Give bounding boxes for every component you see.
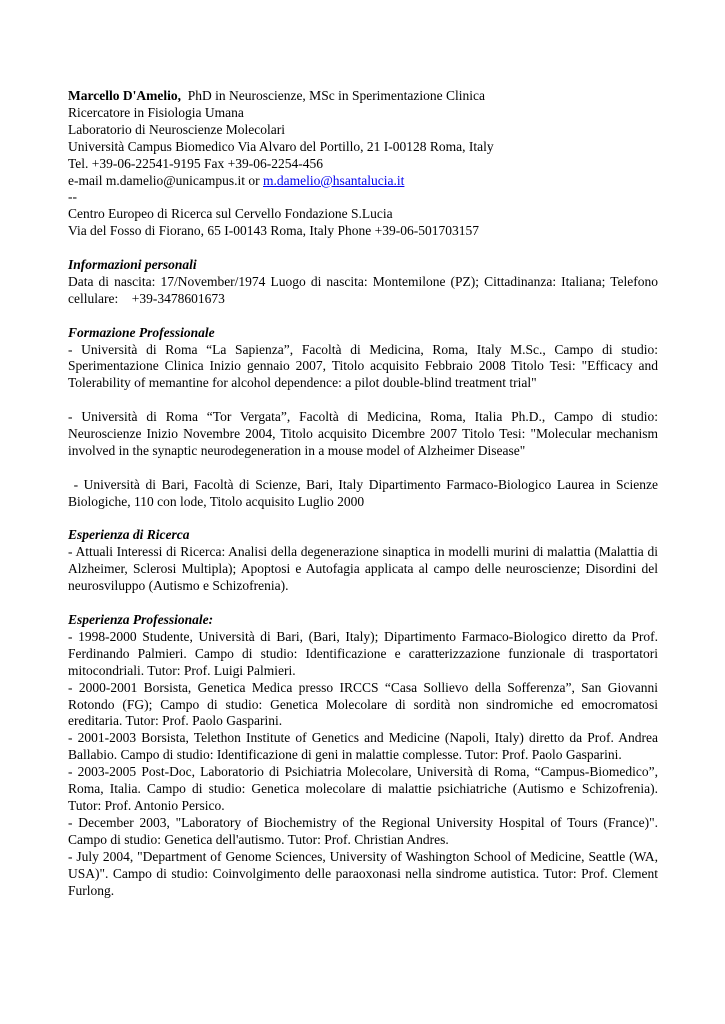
second-address-line: Via del Fosso di Fiorano, 65 I-00143 Roma, Italy Phone +39-06-501703157 (68, 223, 480, 239)
university-address-line: Università Campus Biomedico Via Alvaro del Portillo, 21 I-00128 Roma, Italy (68, 138, 494, 154)
section-title-esperienza-professionale: Esperienza Professionale: (68, 612, 214, 627)
email-prefix-text: e-mail m.damelio@unicampus.it or (68, 172, 264, 188)
section-title-esperienza-di-ricerca: Esperienza di Ricerca (68, 527, 190, 543)
author-name: Marcello D'Amelio, (68, 88, 181, 103)
section-esperienza-di-ricerca (68, 527, 658, 595)
experience-item: - December 2003, "Laboratory of Biochemistry of the Regional University Hospital of Tours (France)". Campo di studio: Genetica dell'autismo. Tutor: Prof. Christian Andres. (68, 814, 658, 847)
experience-item: - 1998-2000 Studente, Università di Bari, (Bari, Italy); Dipartimento Farmaco-Biologico diretto da Prof. Ferdinando Palmieri. Campo di studio: Identificazione e caratterizzazione funzionale di trasportatori mitocondriali. Tutor: Prof. Luigi Palmieri. (68, 628, 658, 678)
section-title-informazioni-personali: Informazioni personali (68, 257, 197, 273)
section-title-formazione-professionale: Formazione Professionale (68, 324, 215, 340)
experience-item: - July 2004, "Department of Genome Sciences, University of Washington School of Medicine, Seattle (WA, USA)". Campo di studio: Coinvolgimento delle paraoxonasi nella sindrome autistica. Tutor: Prof. Clement Furlong. (68, 848, 658, 898)
author-line (68, 88, 658, 105)
education-item: - Università di Roma “Tor Vergata”, Facoltà di Medicina, Roma, Italia Ph.D., Campo di studio: Neuroscienze Inizio Novembre 2004, Titolo acquisito Dicembre 2007 Titolo Tesi: "Molecular mechanism involved in the synaptic neurodegeneration in a mouse model of Alzheimer Disease" (68, 409, 658, 458)
education-item: - Università di Bari, Facoltà di Scienze, Bari, Italy Dipartimento Farmaco-Biologico Laurea in Scienze Biologiche, 110 con lode, Titolo acquisito Luglio 2000 (68, 476, 658, 509)
research-interests-paragraph: - Attuali Interessi di Ricerca: Analisi della degenerazione sinaptica in modelli murini di malattia (Malattia di Alzheimer, Sclerosi Multipla); Apoptosi e Autofagia applicata al campo delle neuroscienze; Disordini del neurosviluppo (Autismo e Schizofrenia). (68, 544, 658, 594)
experience-item: - 2001-2003 Borsista, Telethon Institute of Genetics and Medicine (Napoli, Italy) diretto da Prof. Andrea Ballabio. Campo di studio: Identificazione di geni in malattie complesse. Tutor: Prof. Paolo Gasparini. (68, 730, 658, 763)
lab-line: Laboratorio di Neuroscienze Molecolari (68, 121, 286, 137)
email-line (68, 173, 658, 190)
personal-info-paragraph: Data di nascita: 17/November/1974 Luogo di nascita: Montemilone (PZ); Cittadinanza: Italiana; Telefono cellulare: +39-3478601673 (68, 273, 658, 306)
section-esperienza-professionale (68, 612, 658, 899)
separator-line: -- (68, 189, 77, 205)
author-credentials: PhD in Neuroscienze, MSc in Sperimentazione Clinica (180, 88, 486, 103)
section-informazioni-personali (68, 257, 658, 308)
second-affiliation-line: Centro Europeo di Ricerca sul Cervello Fondazione S.Lucia (68, 206, 393, 222)
experience-item: - 2003-2005 Post-Doc, Laboratorio di Psichiatria Molecolare, Università di Roma, “Campus-Biomedico”, Roma, Italia. Campo di studio: Genetica molecolare di malattie psichiatriche (Autismo e Schizofrenia). Tutor: Prof. Antonio Persico. (68, 764, 658, 813)
education-item: - Università di Roma “La Sapienza”, Facoltà di Medicina, Roma, Italy M.Sc., Campo di studio: Sperimentazione Clinica Inizio gennaio 2007, Titolo acquisito Febbraio 2008 Titolo Tesi: "Efficacy and Tolerability of memantine for alcohol dependence: a pilot double-blind treatment trial" (68, 341, 658, 391)
section-formazione-professionale (68, 325, 658, 511)
contact-header (68, 88, 658, 240)
phone-fax-line: Tel. +39-06-22541-9195 Fax +39-06-2254-456 (68, 155, 323, 171)
role-line: Ricercatore in Fisiologia Umana (68, 104, 244, 120)
experience-item: - 2000-2001 Borsista, Genetica Medica presso IRCCS “Casa Sollievo della Sofferenza”, San Giovanni Rotondo (FG); Campo di studio: Genetica Molecolare di sordità non sindromiche ed emocromatosi ereditaria. Tutor: Prof. Paolo Gasparini. (68, 679, 658, 729)
email-link[interactable]: m.damelio@hsantalucia.it (263, 172, 405, 188)
